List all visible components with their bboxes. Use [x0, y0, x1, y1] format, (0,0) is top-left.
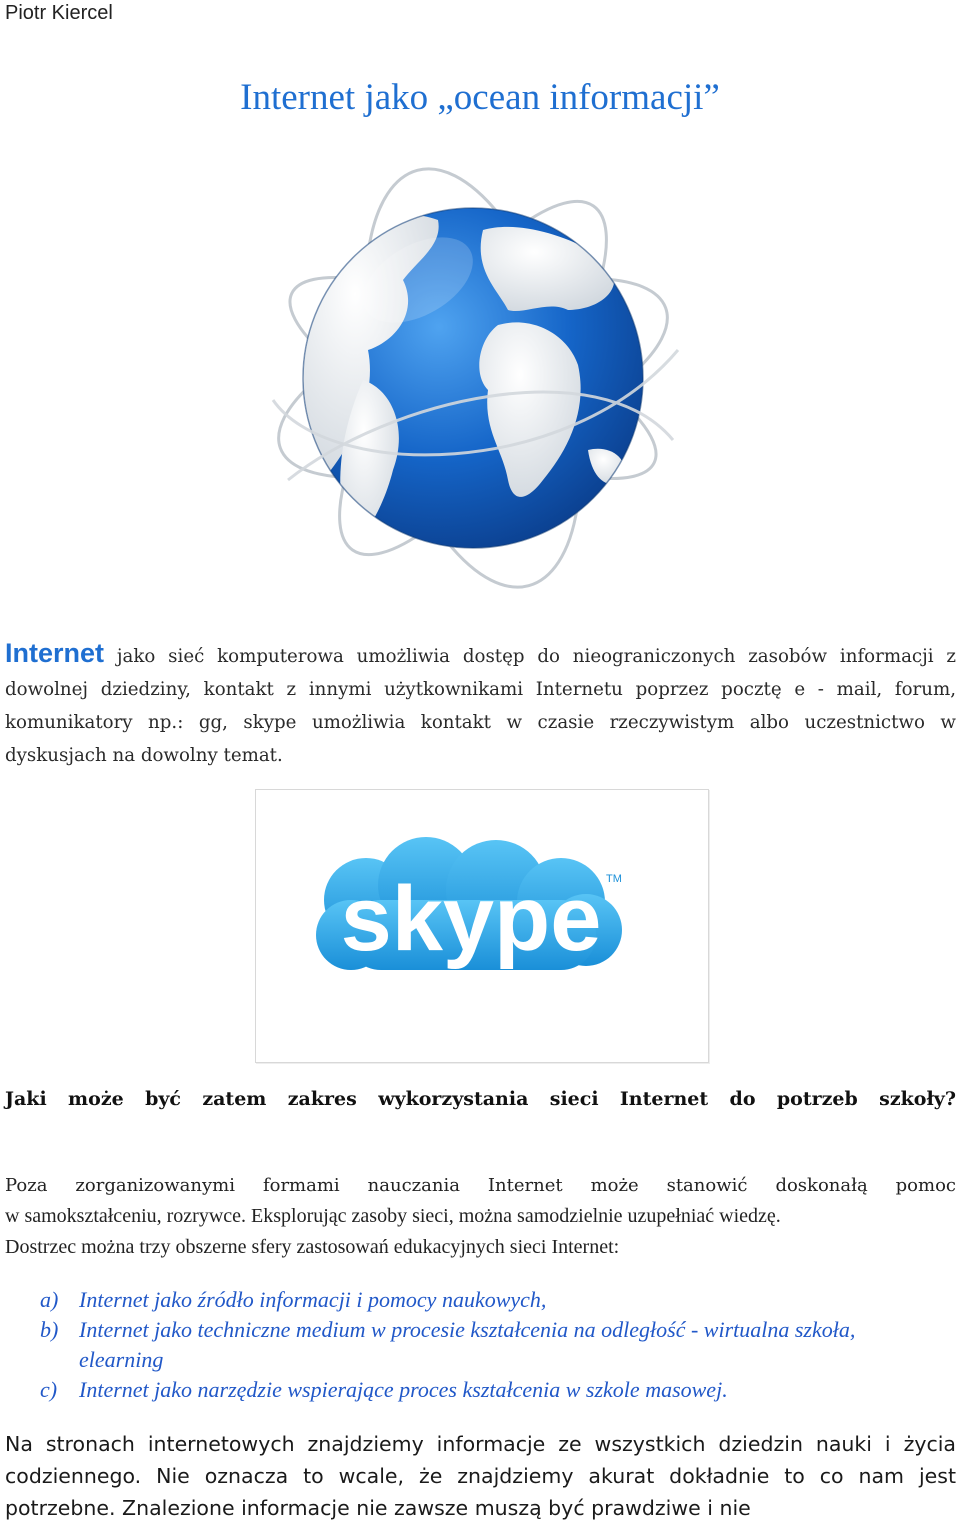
- list-text: Internet jako techniczne medium w procesie kształcenia na odległość - wirtualna szkoła, elearning: [79, 1317, 856, 1372]
- list-marker: c): [40, 1377, 58, 1402]
- list-text: Internet jako źródło informacji i pomocy naukowych,: [79, 1287, 547, 1312]
- list-item: [40, 1375, 940, 1405]
- page-title: Internet jako „ocean informacji”: [240, 77, 720, 118]
- list-text: Internet jako narzędzie wspierające proces kształcenia w szkole masowej.: [79, 1377, 728, 1402]
- education-line-3: Dostrzec można trzy obszerne sfery zastosowań edukacyjnych sieci Internet:: [5, 1236, 620, 1258]
- closing-paragraph: Na stronach internetowych znajdziemy informacje ze wszystkich dziedzin nauki i życia codziennego. Nie oznacza to wcale, że znajdziemy akurat dokładnie to co nam jest potrzebne. Znalezione informacje nie zawsze muszą być prawdziwe i nie: [5, 1432, 956, 1520]
- intro-paragraph: [5, 637, 956, 772]
- education-paragraph: [5, 1170, 956, 1263]
- intro-text: jako sieć komputerowa umożliwia dostęp do nieograniczonych zasobów informacji z dowolnej dziedziny, kontakt z innymi użytkownikami Internetu poprzez pocztę e - mail, forum, komunikatory np.: gg, skype umożliwia kontakt w czasie rzeczywistym albo uczestnictwo w dyskusjach na dowolny temat.: [5, 646, 956, 766]
- education-list: [40, 1285, 940, 1405]
- question-heading: Jaki może być zatem zakres wykorzystania sieci Internet do potrzeb szkoły?: [5, 1088, 956, 1110]
- skype-logo-tm: TM: [606, 873, 622, 885]
- author-name: Piotr Kiercel: [5, 2, 113, 24]
- list-marker: a): [40, 1287, 59, 1312]
- list-marker: b): [40, 1317, 59, 1342]
- list-item: [40, 1315, 940, 1375]
- skype-logo-image: [255, 789, 709, 1063]
- intro-keyword: Internet: [5, 638, 105, 668]
- education-line-1: Poza zorganizowanymi formami nauczania Internet może stanowić doskonałą pomoc: [5, 1175, 956, 1196]
- globe-image: [268, 150, 698, 600]
- education-line-2: w samokształceniu, rozrywce. Eksplorując zasoby sieci, można samodzielnie uzupełniać wiedzę.: [5, 1205, 781, 1227]
- skype-logo-text: skype: [340, 868, 602, 970]
- list-item: [40, 1285, 940, 1315]
